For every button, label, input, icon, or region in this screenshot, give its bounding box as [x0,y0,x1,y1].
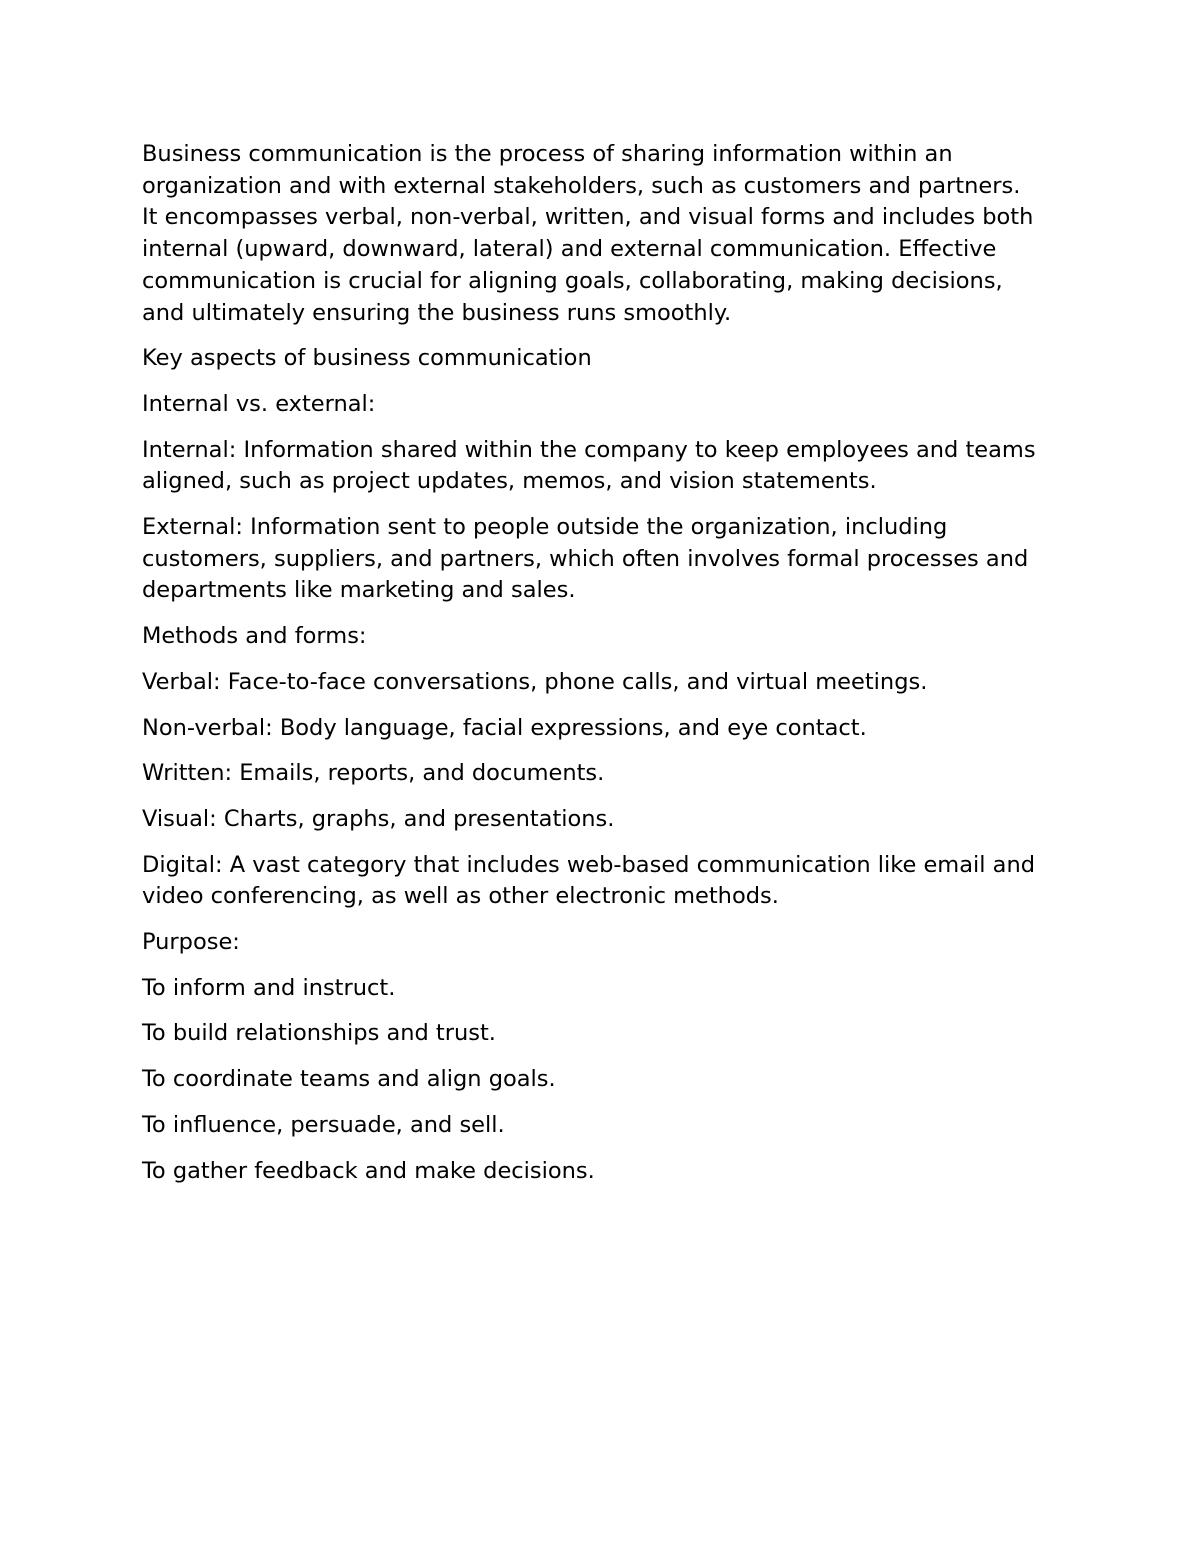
section-heading-key-aspects: Key aspects of business communication [142,345,592,372]
intro-paragraph: Business communication is the process of sharing information within an organization and with external stakeholders, such as customers and partners. It encompasses verbal, non-verbal, written, and visual forms and includes both internal (upward, downward, lateral) and external communication. Effective communication is crucial for aligning goals, collaborating, making decisions, and ultimately ensuring the business runs smoothly. [142,141,1034,326]
verbal-paragraph: Verbal: Face-to-face conversations, phone calls, and virtual meetings. [142,668,928,695]
digital-paragraph: Digital: A vast category that includes web-based communication like email and video conferencing, as well as other electronic methods. [142,851,1036,910]
document-body [142,139,1042,1201]
purpose-item: To coordinate teams and align goals. [142,1066,556,1093]
purpose-item: To build relationships and trust. [142,1020,496,1047]
subheading-methods-and-forms: Methods and forms: [142,623,367,650]
external-paragraph: External: Information sent to people outside the organization, including customers, suppliers, and partners, which often involves formal processes and departments like marketing and sales. [142,514,1029,604]
written-paragraph: Written: Emails, reports, and documents. [142,760,605,787]
subheading-internal-vs-external: Internal vs. external: [142,390,376,417]
purpose-item: To influence, persuade, and sell. [142,1111,505,1138]
internal-paragraph: Internal: Information shared within the company to keep employees and teams aligned, such as project updates, memos, and vision statements. [142,436,1036,495]
purpose-item: To gather feedback and make decisions. [142,1157,595,1184]
visual-paragraph: Visual: Charts, graphs, and presentations. [142,805,615,832]
non-verbal-paragraph: Non-verbal: Body language, facial expressions, and eye contact. [142,714,867,741]
purpose-item: To inform and instruct. [142,974,396,1001]
subheading-purpose: Purpose: [142,929,240,956]
